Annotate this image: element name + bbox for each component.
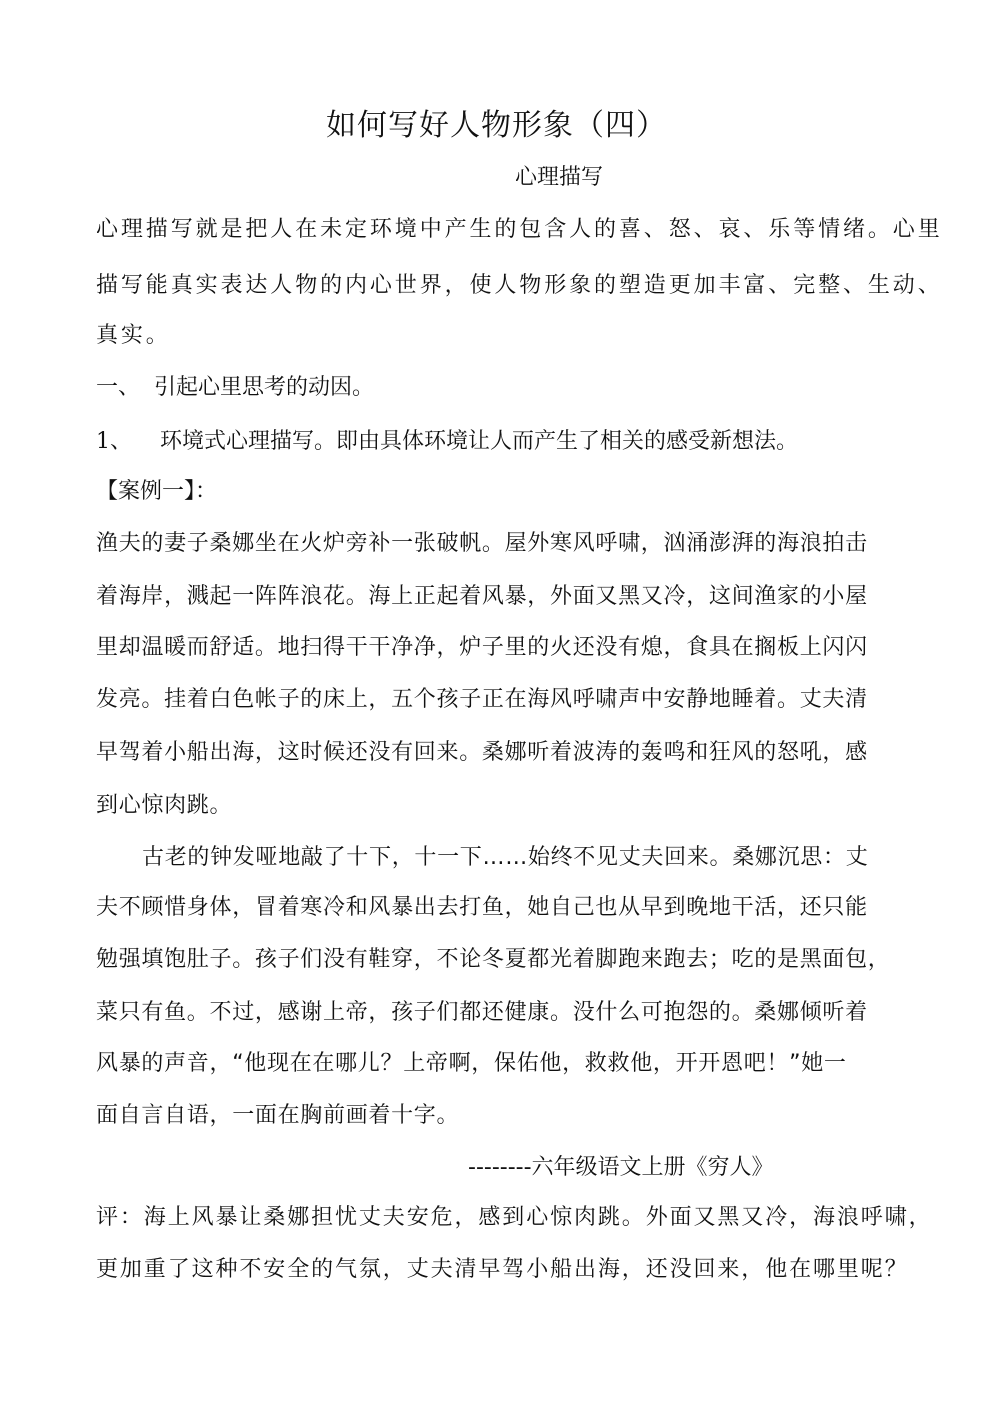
comment-line: 评：海上风暴让桑娜担忧丈夫安危，感到心惊肉跳。外面又黑又冷，海浪呼啸， (96, 1205, 933, 1230)
case-line: 面自言自语，一面在胸前画着十字。 (96, 1103, 460, 1128)
case-line: 发亮。挂着白色帐子的床上，五个孩子正在海风呼啸声中安静地睡着。丈夫清 (96, 687, 868, 712)
comment-line: 更加重了这种不安全的气氛，丈夫清早驾小船出海，还没回来，他在哪里呢？ (96, 1257, 909, 1282)
case-line: 夫不顾惜身体，冒着寒冷和风暴出去打鱼，她自己也从早到晚地干活，还只能 (96, 895, 868, 920)
section-heading: 一、 引起心里思考的动因。 (96, 375, 374, 400)
case-label: 【案例一】： (96, 479, 218, 504)
case-line: 菜只有鱼。不过，感谢上帝，孩子们都还健康。没什么可抱怨的。桑娜倾听着 (96, 1000, 868, 1025)
source-citation: --------六年级语文上册《穷人》 (468, 1155, 774, 1180)
page-title: 如何写好人物形象（四） (326, 108, 667, 143)
page-subtitle: 心理描写 (515, 165, 604, 190)
case-line: 里却温暖而舒适。地扫得干干净净，炉子里的火还没有熄，食具在搁板上闪闪 (96, 635, 868, 660)
case-line: 渔夫的妻子桑娜坐在火炉旁补一张破帆。屋外寒风呼啸，汹涌澎湃的海浪拍击 (96, 531, 868, 556)
point-heading: 1、 环境式心理描写。即由具体环境让人而产生了相关的感受新想法。 (96, 429, 798, 454)
intro-line: 真实。 (96, 323, 171, 348)
intro-line: 心理描写就是把人在未定环境中产生的包含人的喜、怒、哀、乐等情绪。心里 (96, 217, 943, 242)
case-line: 风暴的声音，“他现在在哪儿？上帝啊，保佑他，救救他，开开恩吧！”她一 (96, 1051, 847, 1076)
intro-line: 描写能真实表达人物的内心世界，使人物形象的塑造更加丰富、完整、生动、 (96, 273, 943, 298)
case-line: 古老的钟发哑地敲了十下，十一下……始终不见丈夫回来。桑娜沉思：丈 (142, 845, 869, 870)
case-line: 到心惊肉跳。 (96, 793, 233, 818)
case-line: 着海岸，溅起一阵阵浪花。海上正起着风暴，外面又黑又冷，这间渔家的小屋 (96, 584, 868, 609)
case-line: 勉强填饱肚子。孩子们没有鞋穿，不论冬夏都光着脚跑来跑去；吃的是黑面包， (96, 947, 891, 972)
case-line: 早驾着小船出海，这时候还没有回来。桑娜听着波涛的轰鸣和狂风的怒吼，感 (96, 740, 868, 765)
